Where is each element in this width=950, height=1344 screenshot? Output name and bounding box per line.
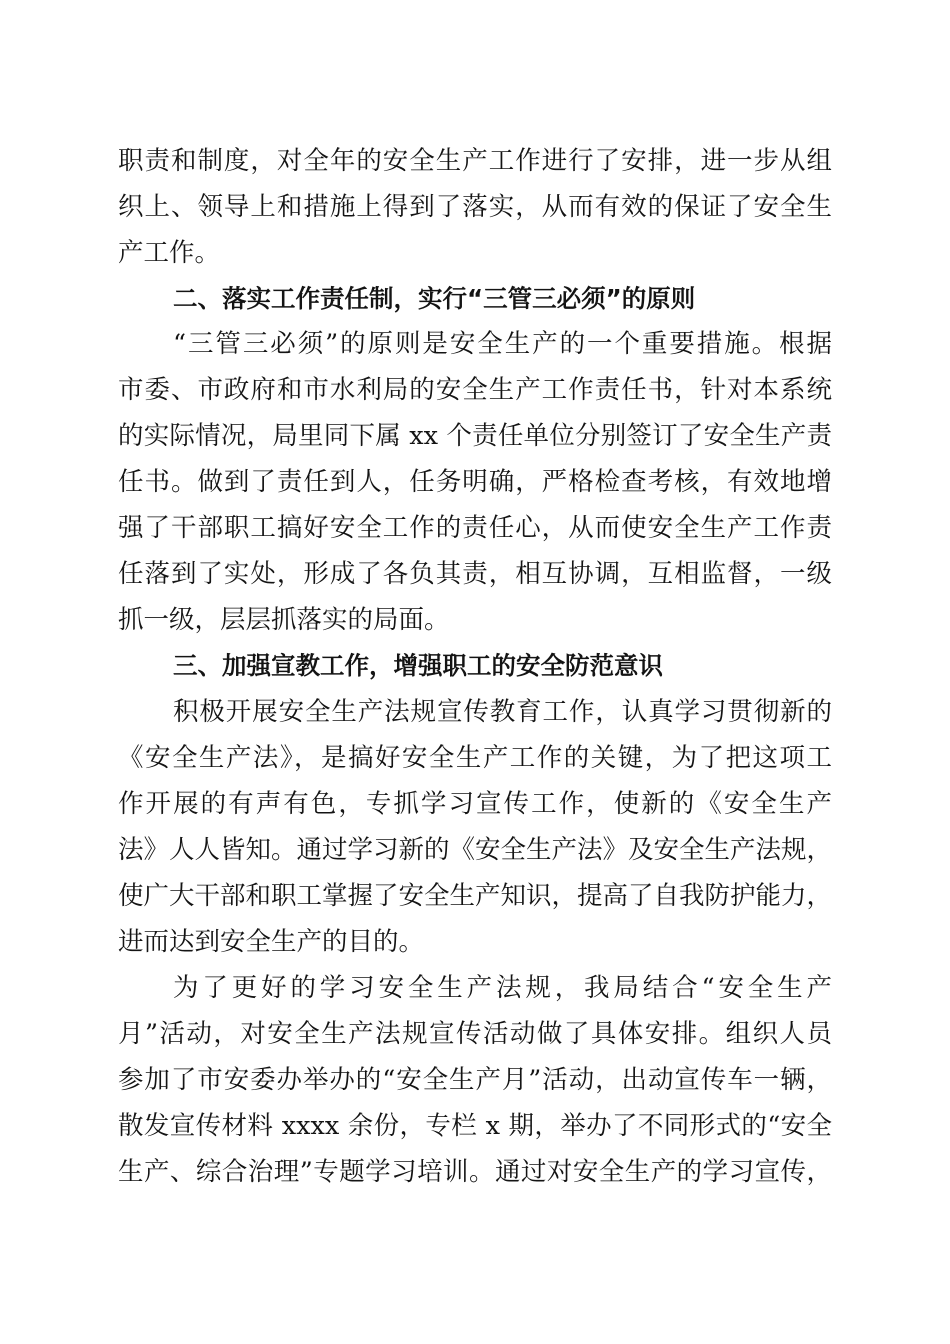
para-3-line-1: 积极开展安全生产法规宣传教育工作，认真学习贯彻新的 <box>173 697 832 727</box>
para-4-line-3: 参加了市安委办举办的“安全生产月”活动，出动宣传车一辆， <box>118 1065 832 1095</box>
para-2-line-6: 任落到了实处，形成了各负其责，相互协调，互相监督，一级 <box>118 559 832 589</box>
para-2-line-7: 抓一级，层层抓落实的局面。 <box>118 605 450 635</box>
para-intro-line-2: 织上、领导上和措施上得到了落实，从而有效的保证了安全生 <box>118 192 832 222</box>
para-2-line-2: 市委、市政府和市水利局的安全生产工作责任书，针对本系统 <box>118 375 832 405</box>
section-heading-2: 二、落实工作责任制，实行“三管三必须”的原则 <box>173 284 696 313</box>
para-intro-line-1: 职责和制度，对全年的安全生产工作进行了安排，进一步从组 <box>118 146 832 176</box>
para-3-line-4: 法》人人皆知。通过学习新的《安全生产法》及安全生产法规， <box>118 835 833 865</box>
section-heading-3: 三、加强宣教工作，增强职工的安全防范意识 <box>173 651 663 680</box>
para-2-line-3: 的实际情况，局里同下属 xx 个责任单位分别签订了安全生产责 <box>118 421 832 451</box>
para-2-line-4: 任书。做到了责任到人，任务明确，严格检查考核，有效地增 <box>118 467 832 497</box>
para-3-line-5: 使广大干部和职工掌握了安全生产知识，提高了自我防护能力， <box>118 881 833 911</box>
para-4-line-1: 为了更好的学习安全生产法规，我局结合“安全生产 <box>173 973 832 1003</box>
para-2-line-1: “三管三必须”的原则是安全生产的一个重要措施。根据 <box>173 329 832 359</box>
para-4-line-2: 月”活动，对安全生产法规宣传活动做了具体安排。组织人员 <box>118 1019 832 1049</box>
para-4-line-4: 散发宣传材料 xxxx 余份，专栏 x 期，举办了不同形式的“安全 <box>118 1111 832 1141</box>
para-intro-line-3: 产工作。 <box>118 238 221 268</box>
para-3-line-2: 《安全生产法》，是搞好安全生产工作的关键，为了把这项工 <box>118 743 832 773</box>
para-4-line-5: 生产、综合治理”专题学习培训。通过对安全生产的学习宣传， <box>118 1157 832 1187</box>
para-3-line-6: 进而达到安全生产的目的。 <box>118 927 425 957</box>
para-2-line-5: 强了干部职工搞好安全工作的责任心，从而使安全生产工作责 <box>118 513 832 543</box>
para-3-line-3: 作开展的有声有色，专抓学习宣传工作，使新的《安全生产 <box>118 789 832 819</box>
